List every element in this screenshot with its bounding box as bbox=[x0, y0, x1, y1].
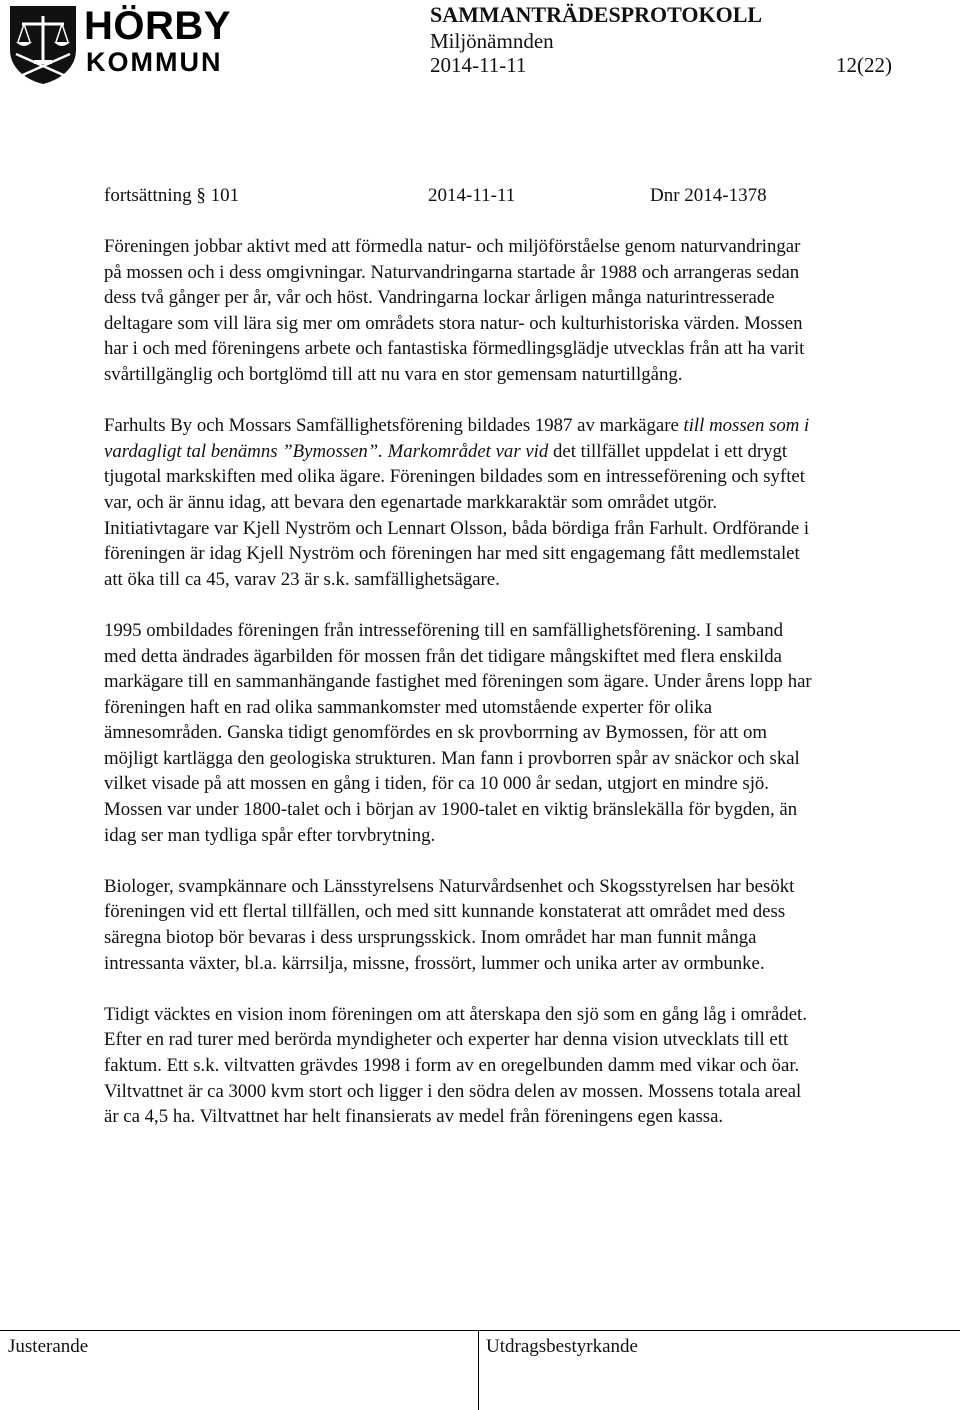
body-paragraph: 1995 ombildades föreningen från intresseförening till en samfällighetsförening. I samband med detta ändrades ägarbilden för mossen från det tidigare mångskiftet med flera enskilda markägare till en sammanhängande fastighet med föreningen som ägare. Under årens lopp har föreningen haft en rad olika sammankomster med utomstående experter för olika ämnesområden. Ganska tidigt genomfördes en sk provborrning av Bymossen, för att om möjligt kartlägga den geologiska strukturen. Man fann i provborren spår av snäckor och skal vilket visade på att mossen en gång i tiden, för ca 10 000 år sedan, utgjort en mindre sjö. Mossen var under 1800-talet och i början av 1900-talet en viktig bränslekälla för bygden, än idag ser man tydliga spår efter torvbrytning. bbox=[104, 619, 812, 846]
case-number: Dnr 2014-1378 bbox=[650, 185, 767, 206]
paragraph-text: det tillfället uppdelat i ett drygt tjugotal markskiften med olika ägare. Föreningen bildades som en intresseförening och syftet var, och är ännu idag, att bevara den egenartade markkaraktär som området utgör. Initiativtagare var Kjell Nyström och Lennart Olsson, båda bördiga från Farhult. Ordförande i föreningen är idag Kjell Nyström och föreningen har med sitt engagemang fått medlemstalet att öka till ca 45, varav 23 är s.k. samfällighetsägare. bbox=[104, 440, 810, 590]
italic-text: till mossen som i vardagligt tal benämns ”Bymossen”. Markområdet var vid bbox=[104, 415, 810, 462]
paragraph-text: Farhults By och Mossars Samfällighetsförening bildades 1987 av markägare bbox=[104, 415, 684, 437]
body-paragraph bbox=[104, 413, 820, 592]
footer-adjuster-label: Justerande bbox=[8, 1336, 89, 1357]
meeting-date: 2014-11-11 bbox=[430, 53, 527, 77]
paragraph-continuation: fortsättning § 101 bbox=[104, 185, 240, 206]
reference-date: 2014-11-11 bbox=[428, 185, 516, 206]
footer-column-divider bbox=[478, 1330, 479, 1410]
document-title: SAMMANTRÄDESPROTOKOLL bbox=[430, 2, 763, 27]
body-paragraph: Biologer, svampkännare och Länsstyrelsens Naturvårdsenhet och Skogsstyrelsen har besökt föreningen vid ett flertal tillfällen, och med sitt kunnande konstaterat att området med dess säregna biotop bör bevaras i dess ursprungsskick. Inom området har man funnit många intressanta växter, bl.a. kärrsilja, missne, frossört, lummer och unika arter av ormbunke. bbox=[104, 875, 795, 974]
body-paragraph: Föreningen jobbar aktivt med att förmedla natur- och miljöförståelse genom naturvandringar på mossen och i dess omgivningar. Naturvandringarna startade år 1988 och arrangeras sedan dess två gånger per år, vår och höst. Vandringarna lockar årligen många naturintresserade deltagare som vill lära sig mer om områdets stora natur- och kulturhistoriska värden. Mossen har i och med föreningens arbete och fantastiska förmedlingsglädje utvecklas från att ha varit svårtillgänglig och bortglömd till att nu vara en stor gemensam naturtillgång. bbox=[104, 236, 805, 385]
municipality-subtitle: KOMMUN bbox=[86, 47, 223, 77]
body-paragraph: Tidigt väcktes en vision inom föreningen om att återskapa den sjö som en gång låg i området. Efter en rad turer med berörda myndigheter och experter har denna vision utvecklats till ett faktum. Ett s.k. viltvatten grävdes 1998 i form av en oregelbunden damm med vikar och öar. Viltvattnet är ca 3000 kvm stort och ligger i den södra delen av mossen. Mossens totala areal är ca 4,5 ha. Viltvattnet har helt finansierats av medel från föreningens egen kassa. bbox=[104, 1003, 807, 1128]
municipality-logo bbox=[8, 4, 231, 88]
municipality-name: HÖRBY bbox=[84, 4, 231, 48]
footer-certification-label: Utdragsbestyrkande bbox=[486, 1336, 638, 1357]
page-number: 12(22) bbox=[836, 53, 892, 77]
body-text bbox=[104, 234, 820, 1130]
footer-divider-line bbox=[0, 1330, 960, 1331]
coat-of-arms-icon bbox=[8, 4, 78, 86]
committee-name: Miljönämnden bbox=[430, 29, 554, 53]
